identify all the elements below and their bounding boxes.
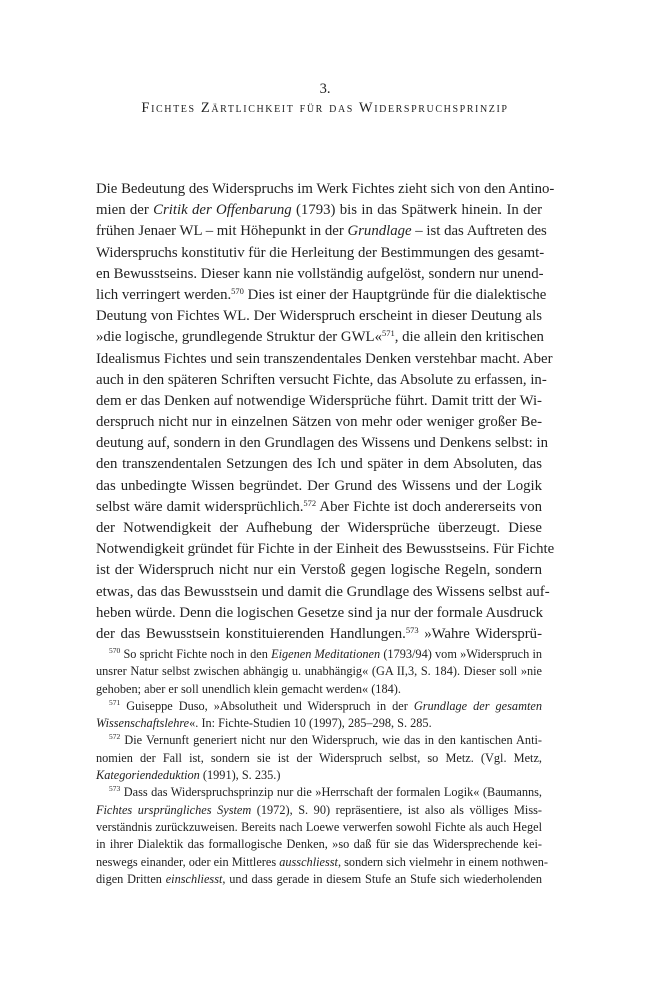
- footnote-572: $^{572}$ Die Vernunft generiert nicht nur den Widerspruch, wie das in den kantischen Anti-: [109, 732, 542, 748]
- body-line: en Bewusstseins. Dieser kann nie vollständig aufgelöst, sondern nur unend-: [96, 265, 544, 282]
- body-line: »die logische, grundlegende Struktur der GWL«$^{571}$, die allein den kritischen: [96, 328, 544, 346]
- footnote-line: unsrer Natur selbst zwischen abhängig u. unabhängig« (GA II,3, S. 184). Dieser soll »nie: [96, 664, 542, 679]
- body-line: frühen Jenaer WL – mit Höhepunkt in der Grundlage – ist das Auftreten des: [96, 223, 547, 240]
- footnote-570: $^{570}$ So spricht Fichte noch in den Eigenen Meditationen (1793/94) vom »Widerspruch in: [109, 646, 543, 661]
- body-line: der das Bewusstsein konstituierenden Handlungen.$^{573}$ »Wahre Widersprü-: [96, 624, 543, 642]
- footnote-line: Fichtes ursprüngliches System (1972), S. 90) repräsentiere, ist also als völliges Miss-: [96, 802, 542, 817]
- body-line: heben würde. Denn die logischen Gesetze sind ja nur der formale Ausdruck: [96, 604, 544, 621]
- body-line: auch in den späteren Schriften versucht Fichte, das Absolute zu erfassen, in-: [96, 371, 547, 388]
- body-text: [96, 179, 555, 645]
- body-line: deutung auf, sondern in den Grundlagen des Wissens und Denkens selbst: in: [96, 435, 549, 452]
- body-line: selbst wäre damit widersprüchlich.$^{572}$ Aber Fichte ist doch andererseits von: [96, 497, 542, 515]
- footnote-reference: 570: [231, 285, 244, 296]
- body-line: mien der Critik der Offenbarung (1793) bis in das Spätwerk hinein. In der: [96, 202, 542, 219]
- footnote-line: in ihrer Dialektik das formallogische Denken, »so daß für sie das Widersprechende kei-: [96, 837, 542, 852]
- footnote-line: Kategoriendeduktion (1991), S. 235.): [96, 768, 281, 783]
- footnote-line: nomien der Fall ist, sondern sie ist der Widerspruch selbst, so Metz. (Vgl. Metz,: [96, 750, 542, 765]
- chapter-number: 3.: [319, 81, 331, 97]
- footnote-number: 570: [109, 646, 121, 655]
- body-line: Notwendigkeit gründet für Fichte in der Einheit des Bewusstseins. Für Fichte: [96, 541, 555, 558]
- body-line: den transzendentalen Setzungen des Ich und später in dem Absoluten, das: [96, 456, 542, 473]
- body-line: das unbedingte Wissen begründet. Der Grund des Wissens und der Logik: [96, 477, 542, 494]
- chapter-title: Fichtes Zärtlichkeit für das Widerspruchsprinzip: [141, 100, 509, 116]
- body-line: dem er das Denken auf notwendige Widersprüche führt. Damit tritt der Wi-: [96, 392, 542, 409]
- footnote-number: 573: [109, 784, 121, 794]
- body-line: lich verringert werden.$^{570}$ Dies ist einer der Hauptgründe für die dialektische: [96, 285, 547, 303]
- body-line: Widerspruchs konstitutiv für die Herleitung der Bestimmungen des gesamt-: [96, 244, 545, 261]
- body-line: ist der Widerspruch nicht nur ein Verstoß gegen logische Regeln, sondern: [96, 562, 542, 579]
- body-line: Idealismus Fichtes und sein transzendentales Denken verstehbar macht. Aber: [96, 350, 553, 367]
- footnote-571: $^{571}$ Guiseppe Duso, »Absolutheit und Widerspruch in der Grundlage der gesamten: [109, 697, 542, 713]
- body-line: der Notwendigkeit der Aufhebung der Widersprüche überzeugt. Diese: [96, 520, 542, 536]
- body-line: Die Bedeutung des Widerspruchs im Werk Fichtes zieht sich von den Antino-: [96, 181, 555, 197]
- footnote-line: neswegs einander, oder ein Mittleres ausschliesst, sondern sich vielmehr in einem nothwen-: [96, 854, 549, 869]
- footnote-reference: 571: [382, 328, 395, 339]
- footnote-reference: 573: [405, 624, 419, 635]
- body-line: etwas, das das Bewusstsein und damit die Grundlage des Wissens selbst auf-: [96, 583, 550, 600]
- footnote-reference: 572: [303, 497, 317, 508]
- footnote-573: $^{573}$ Dass das Widerspruchsprinzip nur die »Herrschaft der formalen Logik« (Baumanns,: [109, 784, 542, 800]
- footnote-number: 571: [109, 697, 121, 707]
- body-line: derspruch nicht nur in einzelnen Sätzen von mehr oder weniger großer Be-: [96, 414, 542, 431]
- body-line: Deutung von Fichtes WL. Der Widerspruch erscheint in dieser Deutung als: [96, 308, 542, 325]
- footnote-line: gehoben; aber er soll unendlich klein gemacht werden« (184).: [96, 681, 401, 696]
- footnote-line: verständnis zurückzuweisen. Bereits nach Loewe verwerfen sowohl Fichte als auch Hegel: [96, 819, 542, 834]
- footnote-line: digen Dritten einschliesst, und dass gerade in diesem Stufe an Stufe sich wiederholenden: [96, 871, 542, 886]
- footnote-line: Wissenschaftslehre«. In: Fichte-Studien 10 (1997), 285–298, S. 285.: [96, 716, 432, 731]
- footnote-number: 572: [109, 732, 121, 742]
- footnotes: [96, 646, 549, 888]
